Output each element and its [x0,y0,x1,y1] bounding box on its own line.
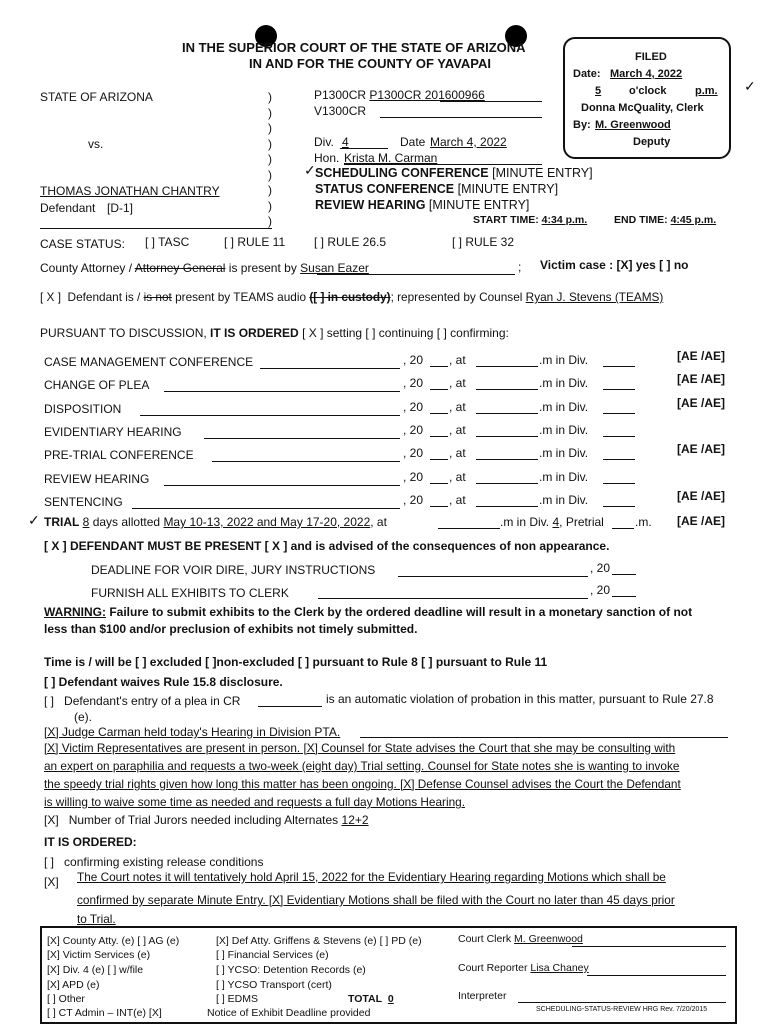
filed-by-value: M. Greenwood [595,119,671,131]
hearing-div: .m in Div. [539,400,589,414]
check-mark-icon: ✓ [744,78,756,94]
deadline-voir-dire: DEADLINE FOR VOIR DIRE, JURY INSTRUCTIONS [91,563,376,577]
note-line-2: [X] Victim Representatives are present in person. [X] Counsel for State advises the Court that she may be consulting with [44,741,676,755]
order-box: [X] [44,875,59,889]
note-line-3: an expert on paraphilia and requests a two-week (eight day) Trial setting. Counsel for State notes she is wanting to invoke [44,759,680,773]
caption-parens: ) ) ) ) ) ) ) ) ) [268,90,272,228]
note-line-1-rule [360,737,728,738]
hearing-name: REVIEW HEARING [44,472,150,486]
clerk-line: Court Clerk M. Greenwood [458,933,583,945]
plea-line-2: is an automatic violation of probation in this matter, pursuant to Rule 27.8 [326,692,714,706]
filed-date-label: Date: [573,68,601,80]
plea-cr-rule [258,706,322,707]
distribution-box [40,926,737,1024]
division-value: 4 [342,135,349,149]
hearing-time-rule [476,413,538,414]
dist-col2-4: [ ] EDMS [216,993,259,1005]
division-label: Div. [314,135,334,149]
hearing-year: , 20 [403,493,424,507]
attorney-line: County Attorney / Attorney General is present by Susan Eazer [40,261,369,275]
hearing-time-rule [476,459,538,460]
hearing-dotted-rule [132,508,400,509]
hearing-year-rule [430,506,448,507]
hearing-year-rule [430,413,448,414]
it-is-ordered: IT IS ORDERED: [44,835,137,849]
hearing-name: CHANGE OF PLEA [44,378,150,392]
hearing-div-rule [603,413,635,414]
dist-col1-2: [X] Div. 4 (e) [ ] w/file [47,964,144,976]
hearing-year-rule [430,366,448,367]
hearing-year: , 20 [403,470,424,484]
caption-rule [40,228,272,229]
hearing-name: EVIDENTIARY HEARING [44,425,182,439]
plea-line-1: [ ] Defendant's entry of a plea in CR [44,694,241,708]
deadline-voir-dire-year: , 20 [590,561,611,575]
hearing-year: , 20 [403,446,424,460]
hearing-div-rule [603,436,635,437]
reporter-line: Court Reporter Lisa Chaney [458,962,589,974]
victim-case: Victim case : [X] yes [ ] no [540,258,689,272]
hearing-type-scheduling: SCHEDULING CONFERENCE [MINUTE ENTRY] [315,166,593,180]
reporter-rule [587,975,726,976]
hearing-div: .m in Div. [539,376,589,390]
hearing-div: .m in Div. [539,446,589,460]
hearing-code: [AE /AE] [677,442,725,456]
division-rule [340,148,388,149]
dist-col2-0: [X] Def Atty. Griffens & Stevens (e) [ ] PD (e) [216,935,422,947]
deadline-exhibits: FURNISH ALL EXHIBITS TO CLERK [91,586,289,600]
filed-ampm: p.m. [695,85,718,97]
trial-time-rule [438,528,500,529]
order-line-2: confirmed by separate Minute Entry. [X] Evidentiary Motions shall be filed with the Court no later than 45 days prior [77,893,675,907]
dist-col1-3: [X] APD (e) [47,979,100,991]
hearing-at: , at [449,493,466,507]
dist-col1-1: [X] Victim Services (e) [47,949,151,961]
filed-title: FILED [635,51,667,63]
hearing-at: , at [449,400,466,414]
pursuant-line: PURSUANT TO DISCUSSION, IT IS ORDERED [ X ] setting [ ] continuing [ ] confirming: [40,326,509,340]
deadline-exhibits-rule [318,598,588,599]
hearing-div: .m in Div. [539,470,589,484]
check-mark-icon: ✓ [28,512,40,528]
order-line-3: to Trial. [77,912,116,926]
hon-value: Krista M. Carman [344,151,438,165]
trial-code: [AE /AE] [677,514,725,528]
hearing-year-rule [430,436,448,437]
check-mark-icon: ✓ [304,162,316,178]
hearing-code: [AE /AE] [677,489,725,503]
case-status-tasc: [ ] TASC [145,235,190,249]
hearing-year: , 20 [403,376,424,390]
hearing-div-rule [603,459,635,460]
hearing-at: , at [449,470,466,484]
case-number-1-rule [440,101,542,102]
hearing-year-rule [430,483,448,484]
note-line-1: [X] Judge Carman held today's Hearing in Division PTA. [44,725,341,739]
note-line-4: the speedy trial rights given how long this matter has been ongoing. [X] Defense Counsel advises the Court the Defendant [44,777,681,791]
plea-line-3: (e). [74,710,92,724]
interpreter-line: Interpreter [458,990,507,1002]
rule-15-8: [ ] Defendant waives Rule 15.8 disclosure. [44,675,283,689]
hearing-code: [AE /AE] [677,349,725,363]
case-status-rule32: [ ] RULE 32 [452,235,515,249]
hearing-div-rule [603,389,635,390]
filed-stamp [563,37,731,159]
case-number-2: V1300CR [314,104,367,118]
court-title-2: IN AND FOR THE COUNTY OF YAVAPAI [249,56,491,71]
hearing-year: , 20 [403,353,424,367]
hearing-name: CASE MANAGEMENT CONFERENCE [44,355,254,369]
filed-by-label: By: [573,119,591,131]
hon-rule [344,164,542,165]
hearing-name: PRE-TRIAL CONFERENCE [44,448,194,462]
date-label: Date [400,135,426,149]
defendant-label: Defendant [40,201,96,215]
hearing-at: , at [449,446,466,460]
hearing-code: [AE /AE] [677,396,725,410]
deadline-exhibits-year: , 20 [590,583,611,597]
jurors-line: [X] Number of Trial Jurors needed including Alternates 12+2 [44,813,369,827]
deadline-voir-dire-rule [398,576,588,577]
dist-col2-3: [ ] YCSO Transport (cert) [216,979,332,991]
filed-deputy: Deputy [633,136,671,148]
filed-oclock: o'clock [629,85,667,97]
case-number-1: P1300CR P1300CR 201600966 [314,88,485,102]
clerk-rule [572,946,726,947]
must-be-present: [ X ] DEFENDANT MUST BE PRESENT [ X ] and is advised of the consequences of non appearance. [44,539,610,553]
defendant-code: [D-1] [107,201,134,215]
order-line-1: The Court notes it will tentatively hold April 15, 2022 for the Evidentiary Hearing regarding Motions which shall be [77,870,666,884]
case-status-rule11: [ ] RULE 11 [224,235,286,249]
case-status-label: CASE STATUS: [40,237,125,251]
hearing-div: .m in Div. [539,423,589,437]
hearing-name: DISPOSITION [44,402,122,416]
time-excluded-line: Time is / will be [ ] excluded [ ]non-excluded [ ] pursuant to Rule 8 [ ] pursuant to Rule 11 [44,655,548,669]
hearing-time-rule [476,436,538,437]
hearing-at: , at [449,423,466,437]
hearing-time-rule [476,389,538,390]
vs-label: vs. [88,137,104,151]
trial-line: TRIAL 8 days allotted May 10-13, 2022 and May 17-20, 2022, at [44,515,387,529]
form-code: SCHEDULING-STATUS-REVIEW HRG Rev. 7/20/2015 [536,1006,708,1013]
hearing-year-rule [430,389,448,390]
hearing-dotted-rule [164,391,400,392]
warning-line-1: WARNING: Failure to submit exhibits to the Clerk by the ordered deadline will result in a monetary sanction of not [44,605,693,619]
trial-div: .m in Div. 4, Pretrial [500,515,604,529]
dist-col2-1: [ ] Financial Services (e) [216,949,329,961]
semicolon: ; [518,260,522,274]
hearing-time-rule [476,506,538,507]
hon-label: Hon. [314,151,340,165]
hearing-type-review: REVIEW HEARING [MINUTE ENTRY] [315,198,530,212]
filed-clerk: Donna McQuality, Clerk [581,102,704,114]
warning-line-2: less than $100 and/or preclusion of exhibits not timely submitted. [44,622,418,636]
end-time: END TIME: 4:45 p.m. [614,214,717,226]
dist-col1-4: [ ] Other [47,993,85,1005]
dist-col2-5: Notice of Exhibit Deadline provided [207,1007,371,1019]
hearing-dotted-rule [204,438,400,439]
hearing-time-rule [476,483,538,484]
hearing-div: .m in Div. [539,493,589,507]
hearing-year: , 20 [403,400,424,414]
case-number-2-rule [380,117,542,118]
dist-col1-5: [ ] CT Admin – INT(e) [X] [47,1007,162,1019]
hearing-dotted-rule [140,415,400,416]
dist-total: TOTAL 0 [348,993,394,1005]
pretrial-rule [612,528,634,529]
hearing-year: , 20 [403,423,424,437]
hearing-dotted-rule [260,368,400,369]
hearing-type-status: STATUS CONFERENCE [MINUTE ENTRY] [315,182,559,196]
defendant-present-line: [ X ] Defendant is / is not present by TEAMS audio ([ ] in custody); represented by Counsel Ryan J. Stevens (TEAMS) [40,290,664,304]
attorney-rule [317,274,515,275]
filed-date-value: March 4, 2022 [610,68,683,80]
hearing-div: .m in Div. [539,353,589,367]
court-title-1: IN THE SUPERIOR COURT OF THE STATE OF ARIZONA [182,40,526,55]
defendant-name: THOMAS JONATHAN CHANTRY [40,184,220,198]
hearing-time-rule [476,366,538,367]
hearing-div-rule [603,483,635,484]
case-status-rule265: [ ] RULE 26.5 [314,235,387,249]
interpreter-rule [518,1002,726,1003]
hearing-year-rule [430,459,448,460]
dist-col1-0: [X] County Atty. (e) [ ] AG (e) [47,935,180,947]
filed-hour: 5 [595,85,602,97]
dist-col2-2: [ ] YCSO: Detention Records (e) [216,964,366,976]
hearing-div-rule [603,366,635,367]
hearing-dotted-rule [164,485,400,486]
hearing-name: SENTENCING [44,495,123,509]
release-conditions: [ ] confirming existing release conditions [44,855,264,869]
hearing-at: , at [449,376,466,390]
start-time: START TIME: 4:34 p.m. [473,214,588,226]
plaintiff: STATE OF ARIZONA [40,90,153,104]
note-line-5: is willing to waive some time as needed and requests a full day Motions Hearing. [44,795,465,809]
hearing-code: [AE /AE] [677,372,725,386]
hearing-at: , at [449,353,466,367]
hearing-dotted-rule [212,461,400,462]
date-value: March 4, 2022 [430,135,507,149]
deadline-voir-dire-year-rule [612,574,636,575]
hearing-div-rule [603,506,635,507]
deadline-exhibits-year-rule [612,596,636,597]
trial-m: .m. [635,515,652,529]
